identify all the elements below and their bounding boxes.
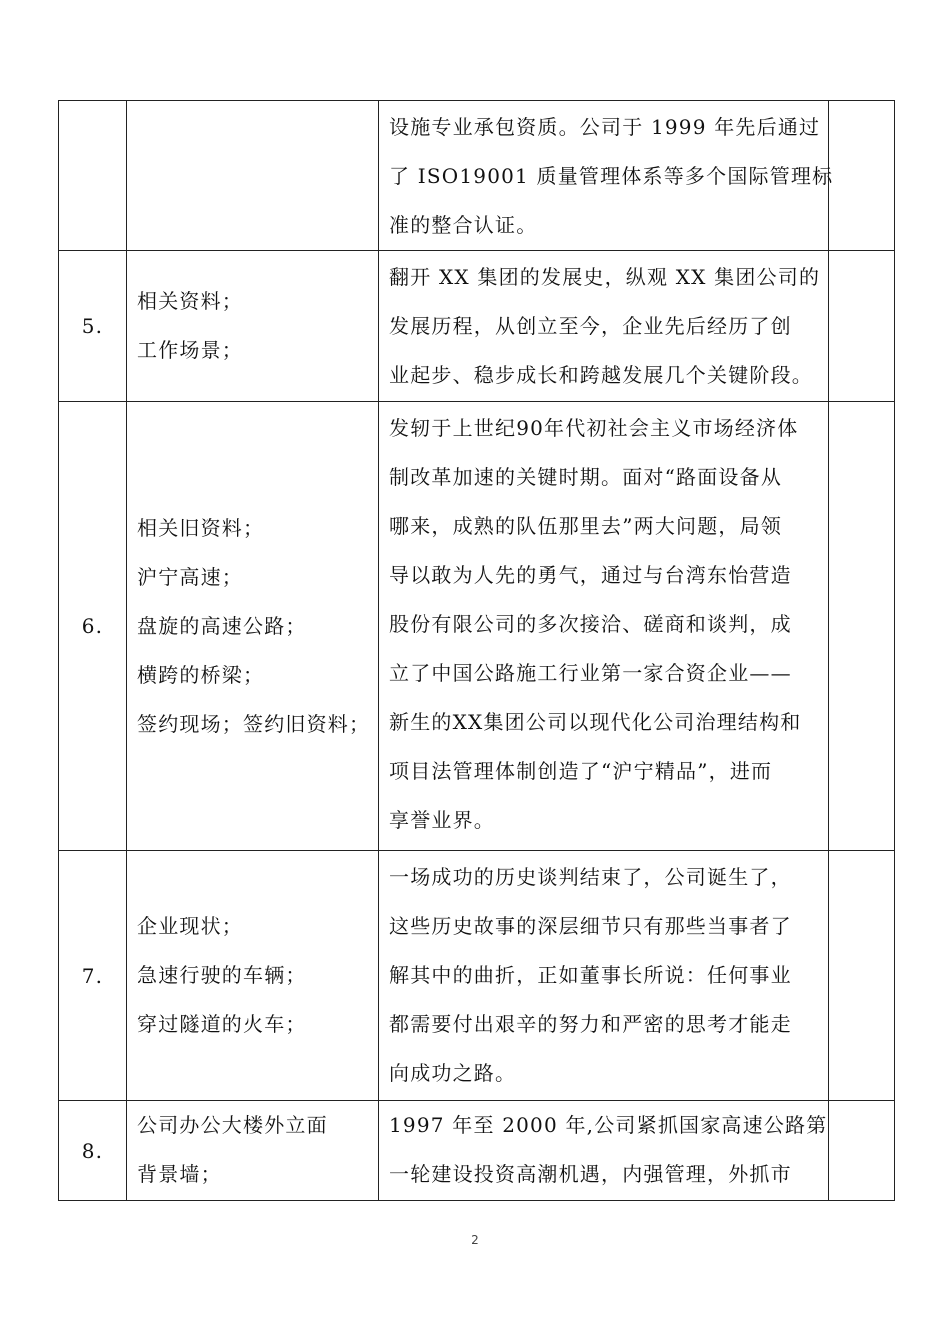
table-row — [59, 402, 895, 851]
narration-line: 翻开 XX 集团的发展史，纵观 XX 集团公司的 — [389, 265, 821, 289]
scene-line: 盘旋的高速公路； — [137, 613, 307, 638]
narration-line: 项目法管理体制创造了“沪宁精品”，进而 — [389, 759, 773, 783]
row-number: 5. — [59, 251, 127, 402]
narration-cell — [379, 402, 829, 851]
narration-line: 哪来，成熟的队伍那里去”两大问题，局领 — [389, 514, 783, 538]
notes-cell — [829, 101, 895, 251]
narration-line: 解其中的曲折，正如董事长所说：任何事业 — [389, 963, 792, 987]
narration-line: 发展历程，从创立至今，企业先后经历了创 — [389, 314, 792, 338]
narration-line: 一轮建设投资高潮机遇，内强管理，外抓市 — [389, 1162, 792, 1186]
narration-line: 立了中国公路施工行业第一家合资企业—— — [389, 661, 792, 685]
scene-line: 公司办公大楼外立面 — [137, 1113, 328, 1137]
scene-cell — [127, 101, 379, 251]
notes-cell — [829, 1101, 895, 1201]
narration-line: 享誉业界。 — [389, 808, 495, 832]
table-row — [59, 1101, 895, 1201]
narration-line: 一场成功的历史谈判结束了，公司诞生了， — [389, 865, 792, 889]
narration-line: 制改革加速的关键时期。面对“路面设备从 — [389, 465, 783, 489]
scene-cell — [127, 851, 379, 1101]
narration-line: 1997 年至 2000 年,公司紧抓国家高速公路第 — [389, 1113, 828, 1137]
narration-line: 新生的XX集团公司以现代化公司治理结构和 — [389, 710, 802, 734]
narration-cell — [379, 851, 829, 1101]
narration-cell — [379, 1101, 829, 1201]
narration-line: 导以敢为人先的勇气，通过与台湾东怡营造 — [389, 563, 792, 587]
row-number — [59, 101, 127, 251]
scene-cell — [127, 402, 379, 851]
scene-line: 工作场景； — [137, 338, 243, 362]
scene-line: 企业现状； — [137, 914, 243, 938]
narration-line: 发轫于上世纪90年代初社会主义市场经济体 — [389, 416, 799, 440]
scene-line: 横跨的桥梁； — [137, 662, 265, 687]
narration-line: 了 ISO19001 质量管理体系等多个国际管理标 — [389, 164, 834, 188]
scene-line: 沪宁高速； — [137, 564, 243, 589]
narration-line: 设施专业承包资质。公司于 1999 年先后通过 — [389, 115, 821, 139]
scene-line: 相关资料； — [137, 289, 243, 313]
narration-cell — [379, 251, 829, 402]
scene-line: 急速行驶的车辆； — [137, 963, 307, 987]
table-row — [59, 251, 895, 402]
narration-line: 准的整合认证。 — [389, 213, 538, 237]
row-number: 7. — [59, 851, 127, 1101]
scene-line: 背景墙； — [137, 1162, 222, 1186]
notes-cell — [829, 851, 895, 1101]
narration-line: 业起步、稳步成长和跨越发展几个关键阶段。 — [389, 363, 813, 387]
scene-cell — [127, 1101, 379, 1201]
table-row — [59, 101, 895, 251]
notes-cell — [829, 402, 895, 851]
scene-cell — [127, 251, 379, 402]
table-row — [59, 851, 895, 1101]
script-table — [58, 100, 895, 1201]
row-number: 6. — [59, 402, 127, 851]
narration-cell — [379, 101, 834, 251]
narration-line: 都需要付出艰辛的努力和严密的思考才能走 — [389, 1012, 792, 1036]
scene-line: 签约现场；签约旧资料； — [137, 711, 371, 736]
narration-line: 向成功之路。 — [389, 1061, 517, 1085]
narration-line: 股份有限公司的多次接洽、磋商和谈判，成 — [389, 612, 792, 636]
row-number: 8. — [59, 1101, 127, 1201]
scene-line: 相关旧资料； — [137, 515, 265, 540]
scene-line: 穿过隧道的火车； — [137, 1012, 307, 1036]
narration-line: 这些历史故事的深层细节只有那些当事者了 — [389, 914, 792, 938]
notes-cell — [829, 251, 895, 402]
page-number: 2 — [471, 1233, 479, 1247]
